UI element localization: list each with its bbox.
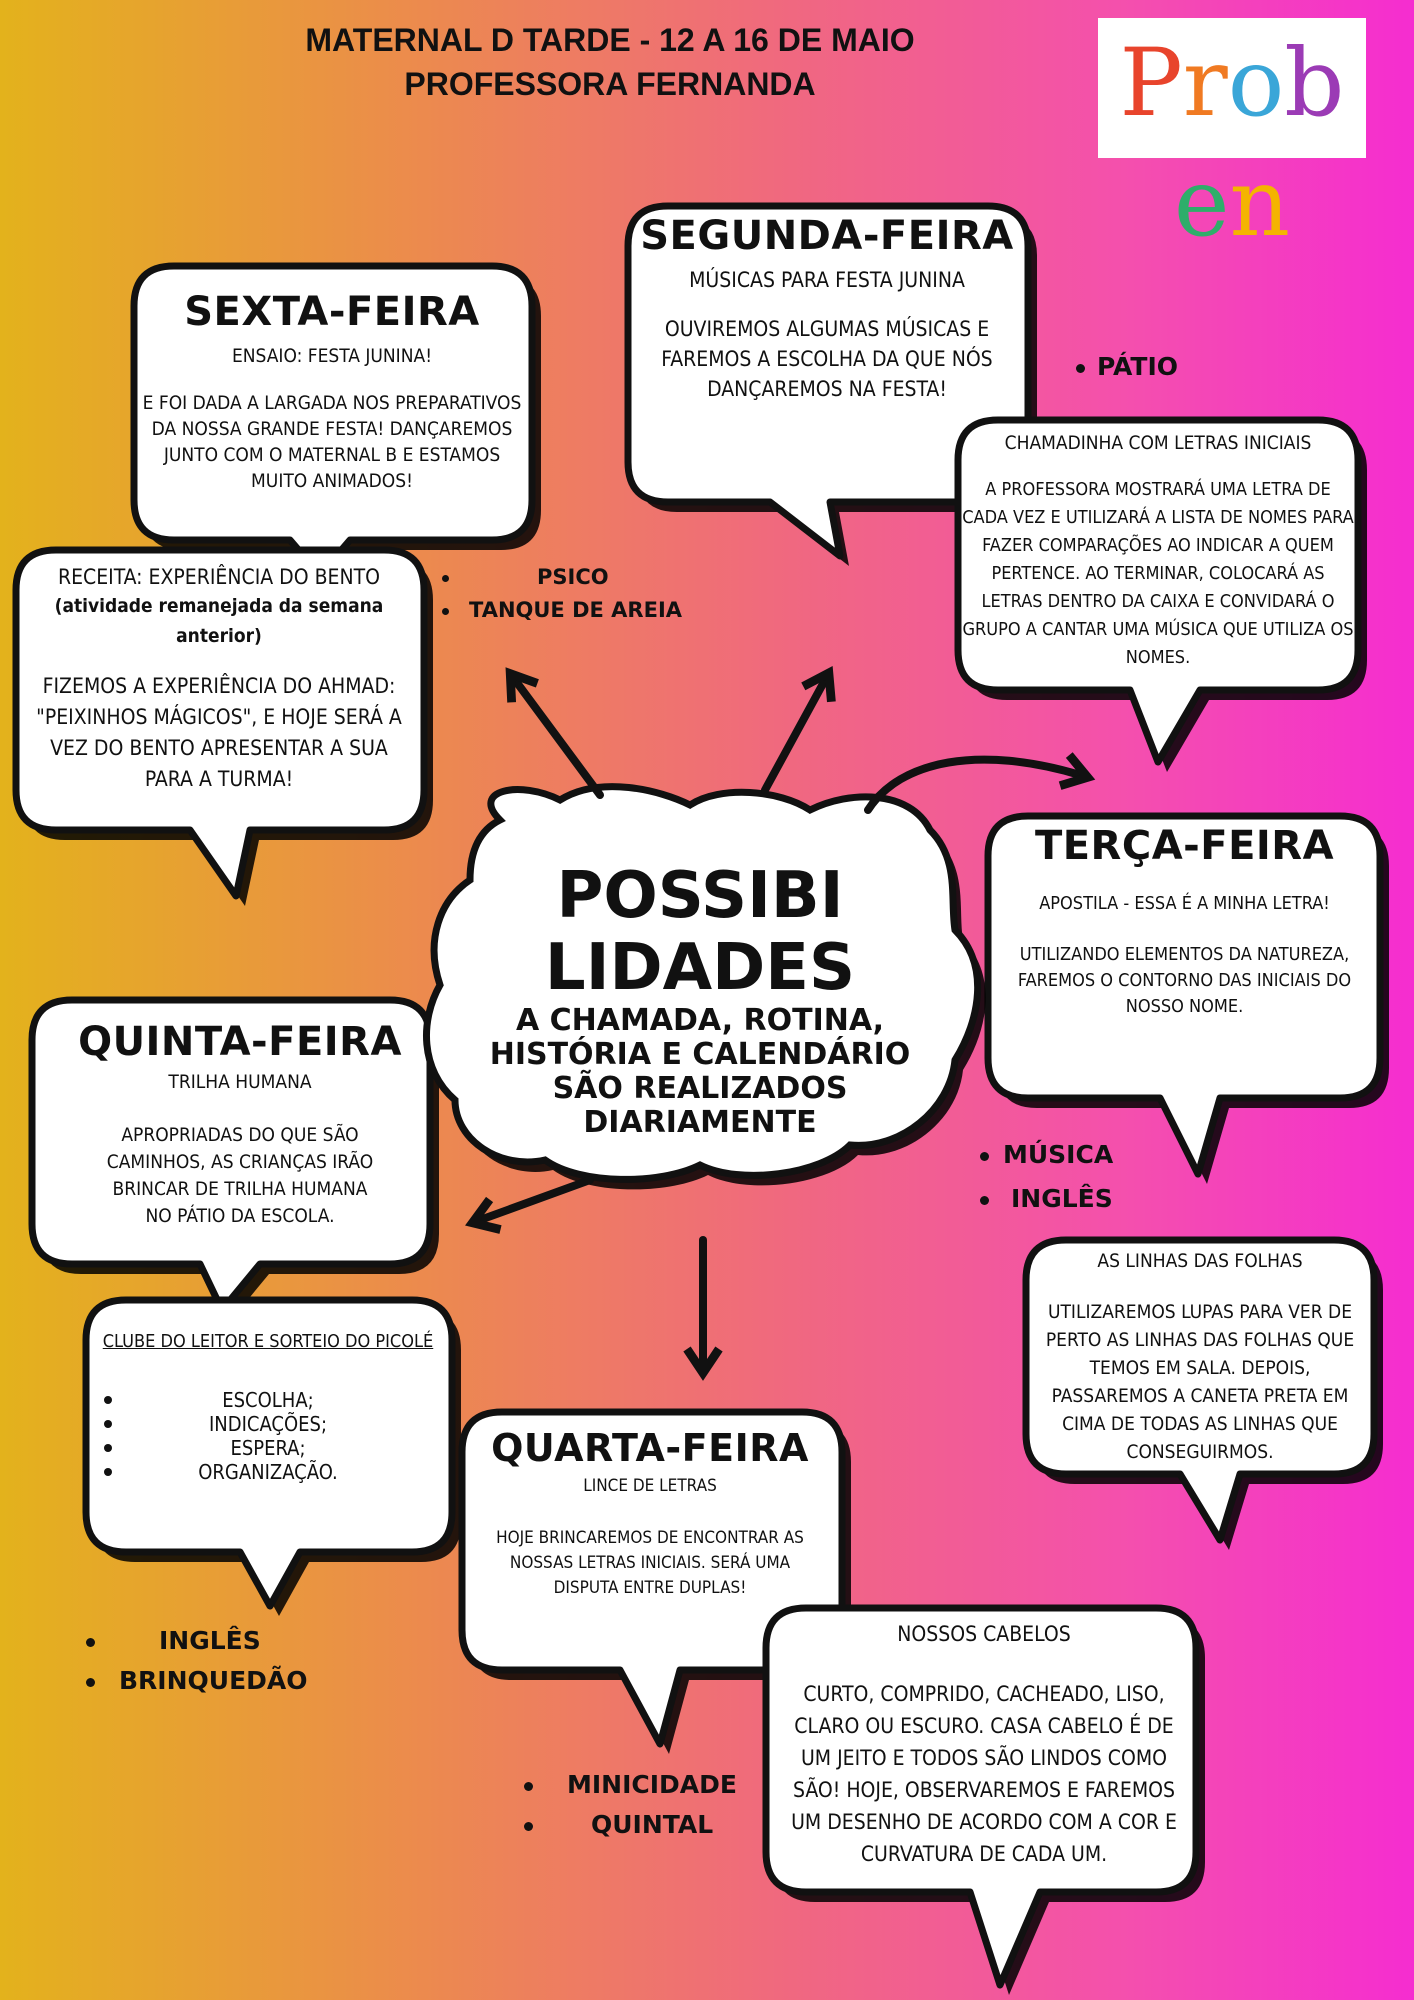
logo-letter: r [1182, 29, 1228, 138]
segunda-title: SEGUNDA-FEIRA [640, 213, 1014, 259]
bullet-item: BRINQUEDÃO [86, 1664, 308, 1698]
quinta-title: QUINTA-FEIRA [78, 1019, 402, 1065]
center-title-line1: POSSIBI [556, 859, 844, 933]
logo-letter: e [1173, 149, 1230, 258]
center-title-line2: LIDADES [544, 931, 856, 1005]
proben-logo [1098, 18, 1366, 258]
clube-item: INDICAÇÕES; [88, 1412, 448, 1436]
quinta-card [50, 1018, 430, 1230]
clube-card [88, 1330, 448, 1484]
clube-title: CLUBE DO LEITOR E SORTEIO DO PICOLÉ [102, 1331, 434, 1352]
folhas-title: AS LINHAS DAS FOLHAS [1097, 1250, 1303, 1272]
bullet-item: MINICIDADE [524, 1768, 737, 1802]
folhas-card [1030, 1248, 1370, 1466]
segunda-card [632, 212, 1022, 404]
quarta-card [470, 1424, 830, 1601]
chamadinha-body: A PROFESSORA MOSTRARÁ UMA LETRA DE CADA VEZ E UTILIZARÁ A LISTA DE NOMES PARA FAZER COMPARAÇÕES AO INDICAR A QUEM PERTENCE. AO TERMINAR, COLOCARÁ AS LETRAS DENTRO DA CAIXA E CONVIDARÁ O GRUPO A CANTAR UMA MÚSICA QUE UTILIZA OS NOMES. [962, 479, 1354, 668]
quarta-title: QUARTA-FEIRA [491, 1426, 809, 1470]
logo-letter: P [1119, 29, 1183, 138]
arrow-to-quinta [480, 1180, 590, 1220]
center-title [490, 860, 910, 1004]
folhas-body: UTILIZAREMOS LUPAS PARA VER DE PERTO AS LINHAS DAS FOLHAS QUE TEMOS EM SALA. DEPOIS, PASSAREMOS A CANETA PRETA EM CIMA DE TODAS AS LINHAS QUE CONSEGUIRMOS. [1045, 1301, 1355, 1463]
clube-item: ESPERA; [88, 1436, 448, 1460]
terca-body: UTILIZANDO ELEMENTOS DA NATUREZA, FAREMOS O CONTORNO DAS INICIAIS DO NOSSO NOME. [1017, 944, 1352, 1017]
header [170, 18, 1050, 106]
logo-letter: b [1284, 29, 1345, 138]
quarta-body: HOJE BRINCAREMOS DE ENCONTRAR AS NOSSAS LETRAS INICIAIS. SERÁ UMA DISPUTA ENTRE DUPLAS! [496, 1528, 804, 1598]
bullet-item: TANQUE DE AREIA [442, 593, 682, 627]
cabelos-title: NOSSOS CABELOS [897, 1622, 1071, 1646]
terca-subtitle: APOSTILA - ESSA É A MINHA LETRA! [1039, 893, 1330, 914]
logo-letter: n [1229, 149, 1291, 258]
clube-list [88, 1388, 448, 1484]
bullet-item: INGLÊS [86, 1624, 261, 1658]
sexta-card [142, 288, 522, 494]
sexta-title: SEXTA-FEIRA [184, 289, 480, 335]
clube-item: ORGANIZAÇÃO. [88, 1460, 448, 1484]
cabelos-body: CURTO, COMPRIDO, CACHEADO, LISO, CLARO OU ESCURO. CASA CABELO É DE UM JEITO E TODOS SÃO LINDOS COMO SÃO! HOJE, OBSERVAREMOS E FAREMOS UM DESENHO DE ACORDO COM A COR E CURVATURA DE CADA UM. [791, 1682, 1177, 1866]
chamadinha-card [962, 430, 1354, 672]
chamadinha-title: CHAMADINHA COM LETRAS INICIAIS [1004, 432, 1312, 454]
center-subtitle: A CHAMADA, ROTINA, HISTÓRIA E CALENDÁRIO SÃO REALIZADOS DIARIAMENTE [489, 1003, 911, 1140]
sexta-subtitle: ENSAIO: FESTA JUNINA! [231, 345, 433, 367]
header-class-title: MATERNAL D TARDE - 12 A 16 DE MAIO [305, 22, 915, 58]
arrow-to-sexta [515, 680, 600, 795]
bullet-item: QUINTAL [524, 1808, 713, 1842]
quinta-subtitle: TRILHA HUMANA [168, 1071, 312, 1093]
quarta-subtitle: LINCE DE LETRAS [583, 1476, 717, 1496]
quinta-body: APROPRIADAS DO QUE SÃO CAMINHOS, AS CRIANÇAS IRÃO BRINCAR DE TRILHA HUMANA NO PÁTIO DA ESCOLA. [106, 1124, 374, 1227]
logo-text [1098, 24, 1366, 264]
logo-letter: o [1227, 29, 1285, 138]
receita-title: RECEITA: EXPERIÊNCIA DO BENTO [57, 565, 381, 589]
clube-item: ESCOLHA; [88, 1388, 448, 1412]
bullet-item: PSICO [442, 560, 609, 594]
receita-card [24, 563, 414, 795]
header-teacher: PROFESSORA FERNANDA [404, 66, 816, 102]
cabelos-card [784, 1620, 1184, 1870]
receita-body: FIZEMOS A EXPERIÊNCIA DO AHMAD: "PEIXINHOS MÁGICOS", E HOJE SERÁ A VEZ DO BENTO APRESENTAR A SUA PARA A TURMA! [36, 674, 402, 791]
arrow-to-segunda [765, 680, 825, 790]
terca-card [992, 822, 1377, 1020]
segunda-subtitle: MÚSICAS PARA FESTA JUNINA [689, 268, 965, 292]
segunda-body: OUVIREMOS ALGUMAS MÚSICAS E FAREMOS A ESCOLHA DA QUE NÓS DANÇAREMOS NA FESTA! [661, 317, 993, 401]
bullet-item: INGLÊS [980, 1182, 1113, 1216]
receita-note: (atividade remanejada da semana anterior) [54, 595, 384, 647]
terca-title: TERÇA-FEIRA [1034, 823, 1335, 869]
sexta-body: E FOI DADA A LARGADA NOS PREPARATIVOS DA NOSSA GRANDE FESTA! DANÇAREMOS JUNTO COM O MATERNAL B E ESTAMOS MUITO ANIMADOS! [142, 392, 522, 492]
bullet-item: PÁTIO [1076, 350, 1178, 384]
bullet-item: MÚSICA [980, 1138, 1113, 1172]
